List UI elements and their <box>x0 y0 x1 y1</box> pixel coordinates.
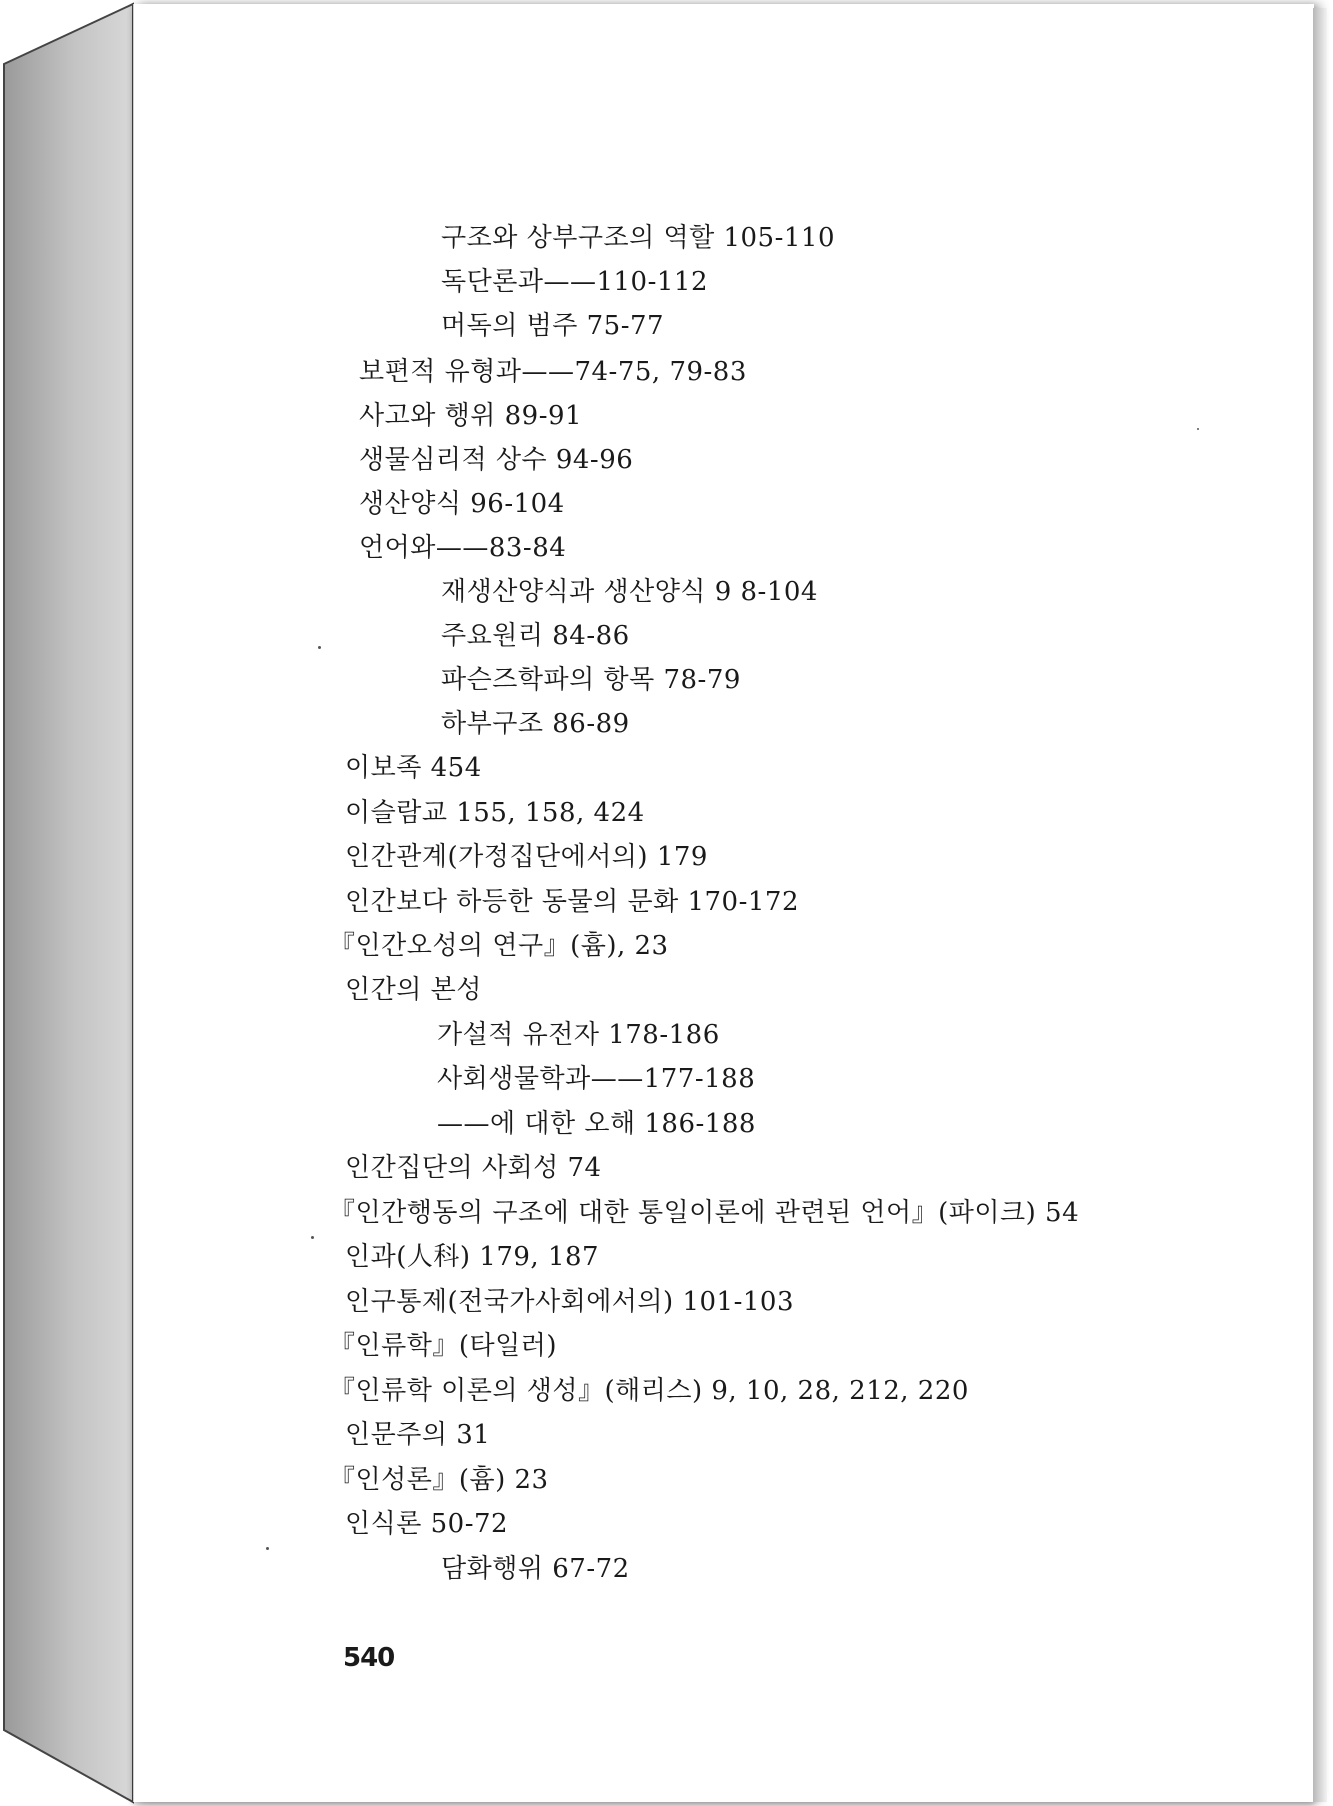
index-entry: 인문주의 31 <box>345 1420 491 1450</box>
page-number: 540 <box>343 1643 395 1673</box>
index-entry: ——에 대한 오해 186-188 <box>437 1109 756 1139</box>
index-entry: 인과(人科) 179, 187 <box>345 1242 600 1272</box>
index-entry: 이보족 454 <box>345 753 482 783</box>
index-entry: 인간의 본성 <box>345 975 482 1005</box>
index-entry: 구조와 상부구조의 역할 105-110 <box>441 223 835 253</box>
index-entry: 주요원리 84-86 <box>441 621 630 651</box>
index-entry: 독단론과——110-112 <box>441 267 709 297</box>
index-entry: 생물심리적 상수 94-96 <box>359 445 634 475</box>
index-entry: 담화행위 67-72 <box>441 1554 630 1584</box>
index-entry: 『인간행동의 구조에 대한 통일이론에 관련된 언어』(파이크) 54 <box>329 1198 1080 1228</box>
index-entry: 인간관계(가정집단에서의) 179 <box>345 842 708 872</box>
index-entry: 『인류학』(타일러) <box>329 1331 557 1361</box>
index-entry: 언어와——83-84 <box>359 533 567 563</box>
index-entry: 인식론 50-72 <box>345 1509 509 1539</box>
index-entry: 『인간오성의 연구』(흄), 23 <box>329 931 669 961</box>
index-entry: 생산양식 96-104 <box>359 489 565 519</box>
paper-speck <box>311 1236 314 1239</box>
index-entry: 파슨즈학파의 항목 78-79 <box>441 665 741 695</box>
paper-speck <box>1197 428 1199 430</box>
index-entry: 『인성론』(흄) 23 <box>329 1465 549 1495</box>
paper-speck <box>266 1547 269 1550</box>
index-entry: 보편적 유형과——74-75, 79-83 <box>359 357 747 387</box>
index-entry: 인간보다 하등한 동물의 문화 170-172 <box>345 887 799 917</box>
index-entry: 인구통제(전국가사회에서의) 101-103 <box>345 1287 794 1317</box>
index-entry: 인간집단의 사회성 74 <box>345 1153 602 1183</box>
index-entry: 하부구조 86-89 <box>441 709 630 739</box>
index-entry: 사회생물학과——177-188 <box>437 1064 756 1094</box>
index-entry: 가설적 유전자 178-186 <box>437 1020 720 1050</box>
index-entry: 머독의 범주 75-77 <box>441 311 665 341</box>
index-entry: 이슬람교 155, 158, 424 <box>345 798 645 828</box>
index-entry: 『인류학 이론의 생성』(해리스) 9, 10, 28, 212, 220 <box>329 1376 969 1406</box>
paper-speck <box>318 646 321 649</box>
index-entry: 재생산양식과 생산양식 9 8-104 <box>441 577 818 607</box>
index-entry: 사고와 행위 89-91 <box>359 401 583 431</box>
